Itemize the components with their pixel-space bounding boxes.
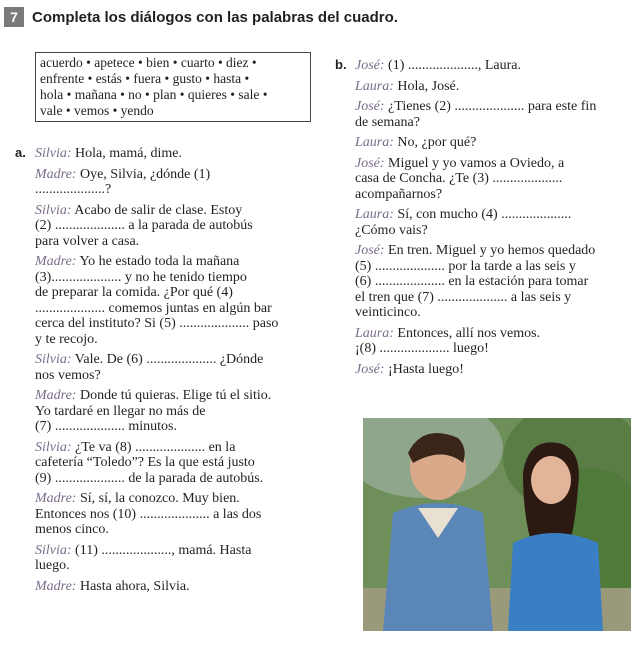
line-text: Entonces nos (10) .................... a las dos [35,506,262,522]
line-text: Sí, con mucho (4) .................... [397,207,572,222]
line-text: el tren que (7) .................... a las seis y [355,289,572,305]
speaker-name: José: [355,58,385,73]
dialogue-line [35,316,335,332]
dialogue-line [35,332,335,348]
line-text: y te recojo. [35,331,98,347]
line-text: Acabo de salir de clase. Estoy [74,202,243,218]
word-box-line: vale • vemos • yendo [40,103,154,118]
dialogue-line [35,440,335,456]
line-text: Vale. De (6) .................... ¿Dónde [74,352,264,367]
line-text: Sí, sí, la conozco. Muy bien. [79,491,240,506]
dialogue-a [15,145,335,594]
speaker-name: Laura: [355,207,394,222]
line-text: (7) .................... minutos. [35,419,177,434]
speaker-name: José: [355,243,385,258]
speaker-name: Silvia: [35,202,72,218]
speaker-name: Madre: [35,578,77,594]
dialogue-line [355,362,633,378]
line-text: (5) .................... por la tarde a las seis y [355,258,576,274]
line-text: de preparar la comida. ¿Por qué (4) [35,285,233,300]
dialogue-line [35,404,335,420]
line-text: cerca del instituto? Si (5) .................... paso [35,316,279,331]
dialogue-line [355,223,633,239]
word-box [35,52,311,122]
dialogue-line [35,419,335,435]
word-box-line: enfrente • estás • fuera • gusto • hasta • [40,71,250,86]
line-text: (9) .................... de la parada de autobús. [35,470,264,486]
line-text: Miguel y yo vamos a Oviedo, a [388,155,565,171]
line-text: ¿Tienes (2) .................... para este fin [388,99,597,114]
dialogue-b [335,57,633,377]
line-text: .................... comemos juntas en algún bar [35,300,272,316]
line-text: (11) ...................., mamá. Hasta [75,542,252,558]
dialogue-line [35,234,335,250]
line-text: Hola, José. [397,78,460,94]
dialogue-line [35,167,335,183]
line-text: ¡Hasta luego! [388,361,464,377]
line-text: Hasta ahora, Silvia. [79,578,190,594]
dialogue-line [355,187,633,203]
line-text: ¡(8) .................... luego! [355,341,489,356]
dialogue-line [355,259,633,275]
dialogue-line [35,352,335,368]
speaker-name: Silvia: [35,146,72,161]
dialogue-line [35,368,335,384]
dialogue-line [35,455,335,471]
speaker-name: José: [355,99,385,114]
photo-couple [363,418,631,631]
dialogue-line [35,543,335,559]
line-text: Oye, Silvia, ¿dónde (1) [79,166,211,182]
line-text: Hola, mamá, dime. [75,146,182,161]
line-text: luego. [35,558,70,573]
speaker-name: Madre: [35,166,77,182]
line-text: cafetería “Toledo”? Es la que está justo [35,455,255,470]
dialogue-line [35,579,335,595]
dialogue-line [35,522,335,538]
dialogue-line [355,305,633,321]
exercise-header [4,5,398,29]
dialogue-line [35,301,335,317]
line-text: (1) ...................., Laura. [388,58,522,73]
dialogue-line [35,270,335,286]
line-text: Yo tardaré en llegar no más de [35,403,206,419]
speaker-name: Silvia: [35,439,72,455]
word-box-line: hola • mañana • no • plan • quieres • sale • [40,87,268,102]
speaker-name: Laura: [355,325,394,341]
dialogue-line [35,254,335,270]
speaker-name: José: [355,155,385,171]
dialogue-line [355,290,633,306]
exercise-number: 7 [4,7,24,27]
dialogue-line [35,558,335,574]
dialogue-line [35,285,335,301]
dialogue-line [355,135,633,151]
dialogue-line [35,203,335,219]
dialogue-line [335,57,633,74]
dialogue-line [355,326,633,342]
line-text: de semana? [355,114,420,130]
dialogue-line [35,471,335,487]
dialogue-line [355,99,633,115]
line-text: ....................? [35,182,112,197]
line-text: menos cinco. [35,522,109,537]
speaker-name: Laura: [355,78,394,94]
line-text: (6) .................... en la estación para tomar [355,274,589,289]
photo-illustration [363,418,631,631]
speaker-name: José: [355,361,385,377]
line-text: Entonces, allí nos vemos. [397,325,541,341]
line-text: En tren. Miguel y yo hemos quedado [388,243,596,258]
line-text: ¿Cómo vais? [355,222,428,238]
speaker-name: Silvia: [35,542,72,558]
dialogue-line [355,115,633,131]
speaker-name: Madre: [35,254,77,269]
dialogue-line [355,341,633,357]
dialogue-line [35,388,335,404]
line-text: casa de Concha. ¿Te (3) .................... [355,171,563,186]
line-text: (3).................... y no he tenido tiempo [35,269,247,285]
speaker-name: Madre: [35,491,77,506]
line-text: ¿Te va (8) .................... en la [75,439,236,455]
dialogue-line [355,79,633,95]
dialogue-label: a. [15,145,26,160]
dialogue-label: b. [335,57,347,72]
dialogue-line [355,156,633,172]
dialogue-line [355,274,633,290]
line-text: veinticinco. [355,305,421,320]
line-text: acompañarnos? [355,186,443,202]
line-text: Donde tú quieras. Elige tú el sitio. [79,388,272,403]
dialogue-line [355,171,633,187]
speaker-name: Silvia: [35,352,72,367]
dialogue-line [35,182,335,198]
dialogue-line [15,145,335,162]
dialogue-line [35,218,335,234]
line-text: nos vemos? [35,367,101,383]
line-text: No, ¿por qué? [397,135,477,150]
exercise-instruction: Completa los diálogos con las palabras del cuadro. [32,8,398,26]
line-text: (2) .................... a la parada de autobús [35,218,253,233]
dialogue-line [35,507,335,523]
line-text: para volver a casa. [35,233,140,249]
word-box-line: acuerdo • apetece • bien • cuarto • diez • [40,55,257,70]
line-text: Yo he estado toda la mañana [79,254,240,269]
speaker-name: Laura: [355,135,394,150]
dialogue-line [35,491,335,507]
dialogue-line [355,243,633,259]
speaker-name: Madre: [35,388,77,403]
dialogue-line [355,207,633,223]
